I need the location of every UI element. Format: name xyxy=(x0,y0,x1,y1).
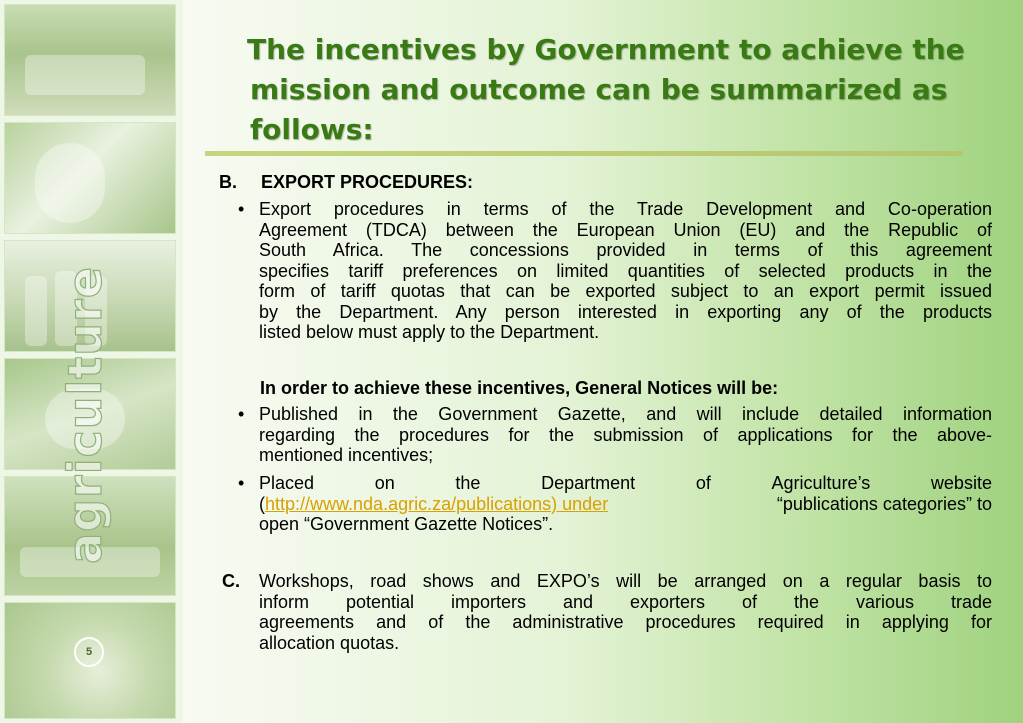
bullet3-after-link: “publications categories” to xyxy=(776,493,992,514)
bullet2-line: mentioned incentives; xyxy=(259,445,434,465)
word: Placed xyxy=(259,473,315,493)
section-c-marker: C. xyxy=(222,571,240,591)
cow-photo xyxy=(4,122,176,234)
publications-link[interactable]: http://www.nda.agric.za/publications) under xyxy=(265,493,609,514)
market-photo xyxy=(4,4,176,116)
bullet-icon: • xyxy=(238,473,245,493)
bullet3-line xyxy=(259,473,992,494)
notices-heading: In order to achieve these incentives, General Notices will be: xyxy=(260,378,779,398)
word: on xyxy=(374,473,395,493)
paren: ( xyxy=(259,493,265,514)
word: Agriculture’s xyxy=(771,473,871,493)
bullet1-line: specifies tariff preferences on limited quantities of selected products in the xyxy=(259,260,992,281)
section-b-heading: EXPORT PROCEDURES: xyxy=(261,172,474,192)
section-c-line: Workshops, road shows and EXPO’s will be arranged on a regular basis to xyxy=(259,571,992,591)
sidebar-photo-strip xyxy=(0,0,183,723)
bullet3-line2 xyxy=(259,494,992,515)
title-line: follows: xyxy=(250,113,374,146)
bullet-icon: • xyxy=(238,199,245,219)
agriculture-brand-text: agriculture xyxy=(58,266,112,564)
slide-title xyxy=(247,30,987,150)
title-line: mission and outcome can be summarized as xyxy=(250,73,948,106)
bullet3-line1 xyxy=(259,473,992,494)
bullet1-line: listed below must apply to the Department. xyxy=(259,322,600,342)
page-number: 5 xyxy=(74,637,104,667)
section-c-line: agreements and of the administrative procedures required in applying for xyxy=(259,612,992,632)
word: the xyxy=(455,473,481,493)
section-c-line: allocation quotas. xyxy=(259,632,400,653)
bullet2-line: Published in the Government Gazette, and will include detailed information xyxy=(259,404,992,424)
bullet2-line: regarding the procedures for the submission of applications for the above- xyxy=(259,424,992,445)
word: Department xyxy=(541,473,636,493)
title-divider xyxy=(205,151,963,156)
section-c-line: inform potential importers and exporters of the various trade xyxy=(259,591,992,612)
title-line: The incentives by Government to achieve the xyxy=(247,33,965,66)
bullet1-line: Export procedures in terms of the Trade Development and Co-operation xyxy=(259,199,992,219)
word: of xyxy=(695,473,711,493)
bullet1-line: by the Department. Any person interested in exporting any of the products xyxy=(259,301,992,322)
bullet1-line: Agreement (TDCA) between the European Union (EU) and the Republic of xyxy=(259,219,992,240)
bullet3-line3: open “Government Gazette Notices”. xyxy=(259,514,554,534)
word: website xyxy=(930,473,992,493)
bullet-icon: • xyxy=(238,404,245,424)
bullet1-line: South Africa. The concessions provided in terms of this agreement xyxy=(259,240,992,260)
section-b-marker: B. xyxy=(219,172,237,192)
bullet1-line: form of tariff quotas that can be exported subject to an export permit issued xyxy=(259,281,992,301)
